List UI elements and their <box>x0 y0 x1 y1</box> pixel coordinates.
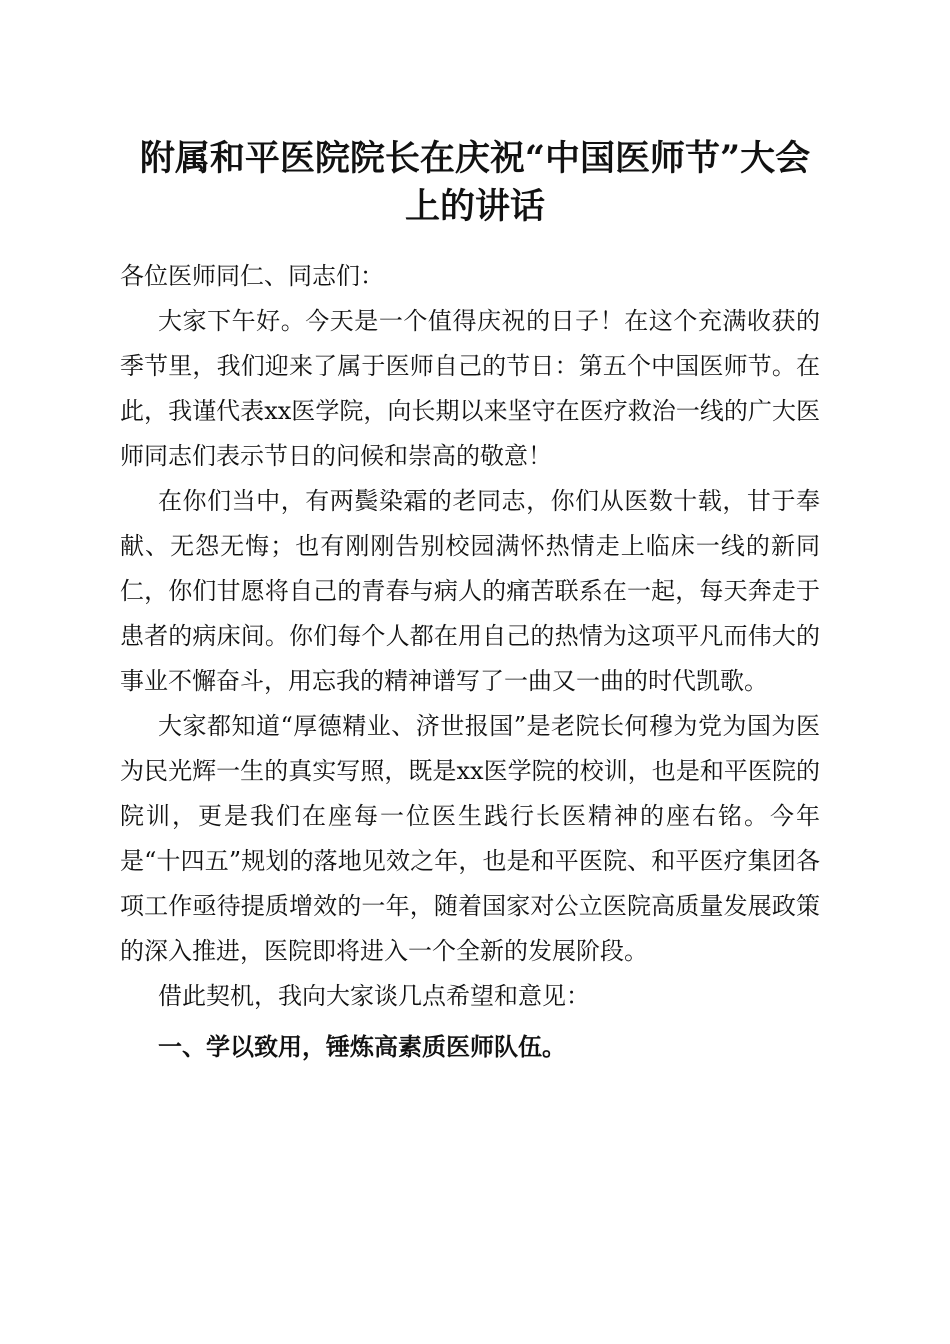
document-title <box>110 135 840 231</box>
paragraph-1: 大家下午好。今天是一个值得庆祝的日子！在这个充满收获的季节里，我们迎来了属于医师自己的节日：第五个中国医师节。在此，我谨代表xx医学院，向长期以来坚守在医疗救治一线的广大医师同志们表示节日的问候和崇高的敬意！ <box>120 307 820 470</box>
section-heading-1: 一、学以致用，锤炼高素质医师队伍。 <box>158 1033 566 1061</box>
paragraph-2: 在你们当中，有两鬓染霜的老同志，你们从医数十载，甘于奉献、无怨无悔；也有刚刚告别校园满怀热情走上临床一线的新同仁，你们甘愿将自己的青春与病人的痛苦联系在一起，每天奔走于患者的病床间。你们每个人都在用自己的热情为这项平凡而伟大的事业不懈奋斗，用忘我的精神谱写了一曲又一曲的时代凯歌。 <box>120 487 820 695</box>
paragraph-3: 大家都知道“厚德精业、济世报国”是老院长何穆为党为国为医为民光辉一生的真实写照，既是xx医学院的校训，也是和平医院的院训，更是我们在座每一位医生践行长医精神的座右铭。今年是“十四五”规划的落地见效之年，也是和平医院、和平医疗集团各项工作亟待提质增效的一年，随着国家对公立医院高质量发展政策的深入推进，医院即将进入一个全新的发展阶段。 <box>120 712 820 965</box>
salutation: 各位医师同仁、同志们： <box>120 262 384 290</box>
title-line-2: 上的讲话 <box>404 186 545 227</box>
document-body <box>120 254 820 1070</box>
title-line-1: 附属和平医院院长在庆祝“中国医师节”大会 <box>139 138 811 179</box>
paragraph-4: 借此契机，我向大家谈几点希望和意见： <box>158 982 590 1010</box>
